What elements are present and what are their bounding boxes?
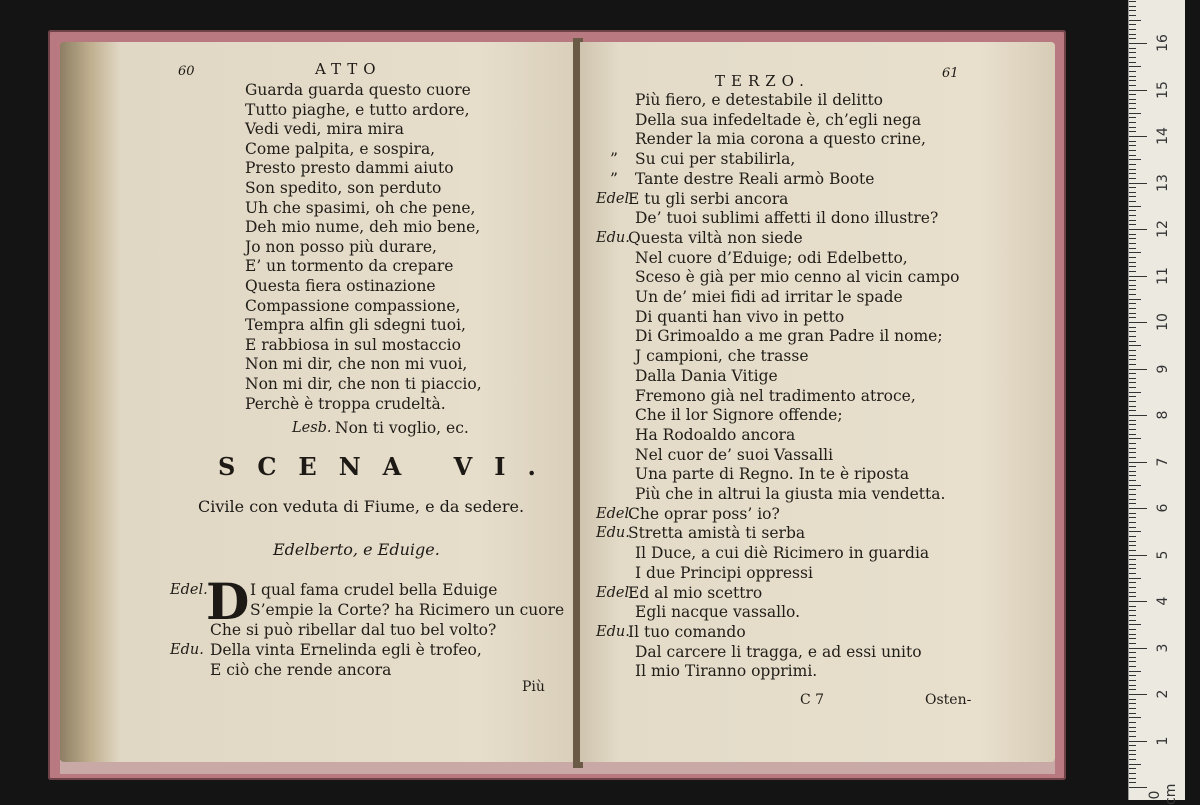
ruler-tick <box>1129 220 1136 221</box>
ruler-tick <box>1129 350 1136 351</box>
ruler-tick <box>1129 103 1136 104</box>
ruler-tick <box>1129 238 1136 239</box>
ruler-number: 12 <box>1155 220 1171 238</box>
speaker-label: Edel. <box>170 582 208 598</box>
ruler-number: 16 <box>1155 34 1171 52</box>
ruler-tick <box>1129 736 1136 737</box>
ruler-tick <box>1129 448 1136 449</box>
ruler-tick <box>1129 596 1136 597</box>
ruler-tick <box>1129 782 1136 783</box>
ruler-tick <box>1129 108 1136 109</box>
ruler-tick <box>1129 289 1136 290</box>
ruler-tick <box>1129 322 1147 323</box>
dialogue-line: Dal carcere li tragga, e ad essi unito <box>635 642 922 661</box>
dialogue-line: Egli nacque vassallo. <box>635 603 801 622</box>
ruler-tick <box>1129 606 1136 607</box>
ruler-tick <box>1129 187 1136 188</box>
ruler-tick <box>1129 429 1136 430</box>
ruler-tick <box>1129 122 1136 123</box>
ruler-tick <box>1129 355 1136 356</box>
ruler-tick <box>1129 210 1136 211</box>
ruler-tick <box>1129 443 1136 444</box>
ruler-tick <box>1129 113 1141 114</box>
verse-line: Questa fiera ostinazione <box>245 277 436 295</box>
dialogue-line: Più fiero, e detestabile il delitto <box>635 91 883 109</box>
ruler-tick <box>1129 555 1147 556</box>
ruler-tick <box>1129 768 1136 769</box>
ruler-tick <box>1129 694 1147 695</box>
ruler-tick <box>1129 722 1136 723</box>
ruler-tick <box>1129 94 1136 95</box>
ruler-tick <box>1129 215 1136 216</box>
dialogue-line: E ciò che rende ancora <box>210 661 392 679</box>
ruler-tick <box>1129 415 1147 416</box>
ruler-tick <box>1129 680 1136 681</box>
ruler-tick <box>1129 536 1136 537</box>
ruler-tick <box>1129 341 1136 342</box>
ruler-number: 9 <box>1155 364 1171 373</box>
verse-line: Uh che spasimi, oh che pene, <box>245 198 476 217</box>
ruler-tick <box>1129 66 1141 67</box>
ruler-tick <box>1129 457 1136 458</box>
ruler-tick <box>1129 703 1136 704</box>
ruler-tick <box>1129 396 1136 397</box>
ruler-tick <box>1129 727 1136 728</box>
ruler-tick <box>1129 634 1136 635</box>
dialogue-line: Questa viltà non siede <box>628 228 803 247</box>
ruler-tick <box>1129 582 1136 583</box>
ruler-tick <box>1129 48 1136 49</box>
dialogue-line: Che oprar poss’ io? <box>628 504 780 523</box>
ruler-tick <box>1129 6 1136 7</box>
ruler-tick <box>1129 183 1147 184</box>
ruler-tick <box>1129 164 1136 165</box>
scene-title: SCENA VI. <box>218 452 558 481</box>
ruler-tick <box>1129 671 1141 672</box>
ruler-number: 7 <box>1155 457 1171 466</box>
ruler-tick <box>1129 248 1136 249</box>
ruler-tick <box>1129 38 1136 39</box>
refrain-text: Non ti voglio, ec. <box>335 419 469 437</box>
ruler-tick <box>1129 759 1136 760</box>
drop-cap: D <box>206 572 250 631</box>
ruler-tick <box>1129 615 1136 616</box>
ruler-tick <box>1129 303 1136 304</box>
ruler-tick <box>1129 550 1136 551</box>
ruler-number: 0 cm <box>1147 783 1179 805</box>
ruler-tick <box>1129 141 1136 142</box>
ruler-tick <box>1129 452 1136 453</box>
ruler-tick <box>1129 206 1141 207</box>
ruler-tick <box>1129 136 1147 137</box>
speaker-label: Edu. <box>596 229 630 246</box>
page-number: 61 <box>942 66 959 81</box>
ruler-tick <box>1129 731 1136 732</box>
ruler-tick <box>1129 196 1136 197</box>
ruler-number: 4 <box>1155 596 1171 606</box>
ruler-tick <box>1129 708 1136 709</box>
verse-line: Perchè è troppa crudeltà. <box>245 394 446 413</box>
dialogue-line: Ha Rodoaldo ancora <box>635 425 796 444</box>
ruler-tick <box>1129 10 1136 11</box>
ruler-number: 10 <box>1155 313 1171 331</box>
ruler-tick <box>1129 29 1136 30</box>
ruler-tick <box>1129 499 1136 500</box>
verse-line: Presto presto dammi aiuto <box>245 159 454 178</box>
ruler-tick <box>1129 224 1136 225</box>
verse-line: Jo non posso più durare, <box>245 237 437 256</box>
ruler-tick <box>1129 229 1147 230</box>
ruler-tick <box>1129 648 1147 649</box>
ruler-tick <box>1129 252 1141 253</box>
dialogue-line: Render la mia corona a questo crine, <box>635 130 926 149</box>
ruler-tick <box>1129 317 1136 318</box>
verse-line: Guarda guarda questo cuore <box>245 81 471 99</box>
dialogue-line: Tante destre Reali armò Boote <box>635 169 875 188</box>
ruler-tick <box>1129 62 1136 63</box>
dialogue-line: Ed al mio scettro <box>628 583 763 602</box>
ruler-tick <box>1129 257 1136 258</box>
ruler-tick <box>1129 234 1136 235</box>
ruler-tick <box>1129 587 1136 588</box>
dialogue-line: Il tuo comando <box>628 622 746 641</box>
ruler-tick <box>1129 364 1136 365</box>
ruler-tick <box>1129 392 1141 393</box>
ruler-tick <box>1129 568 1136 569</box>
ruler-number: 3 <box>1155 643 1171 652</box>
dialogue-line: Di Grimoaldo a me gran Padre il nome; <box>635 327 943 346</box>
ruler-number: 5 <box>1155 550 1171 559</box>
ruler-tick <box>1129 787 1147 788</box>
ruler-tick <box>1129 327 1136 328</box>
ruler-number: 15 <box>1155 80 1171 99</box>
ruler-tick <box>1129 475 1136 476</box>
ruler-tick <box>1129 382 1136 383</box>
verse-line: Non mi dir, che non ti piaccio, <box>245 375 482 393</box>
refrain-speaker: Lesb. <box>292 420 332 436</box>
dialogue-line: I qual fama crudel bella Eduige <box>250 581 498 599</box>
ruler-tick <box>1129 643 1136 644</box>
ruler-tick <box>1129 80 1136 81</box>
speaker-label: Edu. <box>170 642 204 658</box>
ruler-tick <box>1129 685 1136 686</box>
ruler-tick <box>1129 471 1136 472</box>
ruler-tick <box>1129 145 1136 146</box>
dialogue-line: Dalla Dania Vitige <box>635 366 778 385</box>
page-edges <box>60 760 1055 774</box>
ruler-tick <box>1129 522 1136 523</box>
dialogue-line: I due Principi oppressi <box>635 563 813 582</box>
ruler-tick <box>1129 406 1136 407</box>
ruler-tick <box>1129 508 1147 509</box>
ruler-tick <box>1129 155 1136 156</box>
ruler-number: 1 <box>1155 736 1171 745</box>
measuring-ruler <box>1128 0 1185 805</box>
dialogue-line: E tu gli serbi ancora <box>628 189 789 208</box>
ruler-tick <box>1129 773 1136 774</box>
dialogue-line: Su cui per stabilirla, <box>635 150 796 169</box>
ruler-tick <box>1129 85 1136 86</box>
ruler-number: 11 <box>1155 266 1171 285</box>
ruler-tick <box>1129 517 1136 518</box>
ruler-number: 6 <box>1155 503 1171 513</box>
verse-line: Tutto piaghe, e tutto ardore, <box>245 100 470 119</box>
ruler-tick <box>1129 689 1136 690</box>
ruler-tick <box>1129 745 1136 746</box>
signature-mark: C 7 <box>800 692 825 708</box>
ruler-tick <box>1129 573 1136 574</box>
ruler-number: 14 <box>1155 127 1171 145</box>
ruler-tick <box>1129 592 1136 593</box>
ruler-tick <box>1129 531 1141 532</box>
ruler-tick <box>1129 76 1136 77</box>
right-page <box>580 42 1055 762</box>
verse-line: E rabbiosa in sul mostaccio <box>245 335 461 354</box>
ruler-tick <box>1129 313 1136 314</box>
dialogue-line: Della sua infedeltade è, ch’egli nega <box>635 110 922 129</box>
ruler-tick <box>1129 336 1136 337</box>
page-number: 60 <box>178 64 195 79</box>
ruler-tick <box>1129 657 1136 658</box>
ruler-tick <box>1129 131 1136 132</box>
ruler-tick <box>1129 410 1136 411</box>
dialogue-line: De’ tuoi sublimi affetti il dono illustre? <box>635 209 939 228</box>
ruler-tick <box>1129 513 1136 514</box>
ruler-tick <box>1129 629 1136 630</box>
speaker-label: Edel <box>596 190 630 207</box>
ruler-tick <box>1129 527 1136 528</box>
ruler-tick <box>1129 34 1136 35</box>
ruler-number: 8 <box>1155 410 1171 420</box>
ruler-tick <box>1129 601 1147 602</box>
ruler-tick <box>1129 359 1136 360</box>
dialogue-line: Nel cuore d’Eduige; odi Edelbetto, <box>635 248 908 267</box>
ruler-tick <box>1129 438 1141 439</box>
quotation-mark: ” <box>610 150 618 169</box>
ruler-tick <box>1129 299 1141 300</box>
ruler-tick <box>1129 387 1136 388</box>
ruler-tick <box>1129 620 1136 621</box>
verse-line: Non mi dir, che non mi vuoi, <box>245 355 468 374</box>
ruler-tick <box>1129 503 1136 504</box>
ruler-tick <box>1129 345 1141 346</box>
ruler-tick <box>1129 262 1136 263</box>
ruler-tick <box>1129 578 1141 579</box>
ruler-tick <box>1129 610 1136 611</box>
ruler-tick <box>1129 178 1136 179</box>
ruler-tick <box>1129 276 1147 277</box>
catchword: Più <box>522 679 545 695</box>
ruler-tick <box>1129 43 1147 44</box>
ruler-tick <box>1129 117 1136 118</box>
ruler-tick <box>1129 420 1136 421</box>
quotation-mark: ” <box>610 169 618 188</box>
ruler-tick <box>1129 764 1141 765</box>
dialogue-line: Più che in altrui la giusta mia vendetta. <box>635 485 946 503</box>
running-head: ATTO <box>315 60 382 78</box>
ruler-tick <box>1129 480 1136 481</box>
left-page <box>60 42 575 762</box>
ruler-tick <box>1129 559 1136 560</box>
ruler-tick <box>1129 201 1136 202</box>
verse-line: Compassione compassione, <box>245 296 461 315</box>
verse-line: E’ un tormento da crepare <box>245 257 454 276</box>
ruler-tick <box>1129 489 1136 490</box>
dialogue-line: Che si può ribellar dal tuo bel volto? <box>210 621 497 639</box>
dialogue-line: Di quanti han vivo in petto <box>635 307 845 326</box>
ruler-tick <box>1129 541 1136 542</box>
ruler-tick <box>1129 71 1136 72</box>
ruler-tick <box>1129 20 1141 21</box>
ruler-tick <box>1129 99 1136 100</box>
verse-line: Tempra alfin gli sdegni tuoi, <box>245 316 466 335</box>
ruler-tick <box>1129 24 1136 25</box>
ruler-tick <box>1129 424 1136 425</box>
ruler-tick <box>1129 754 1136 755</box>
speaker-label: Edel. <box>596 584 634 601</box>
ruler-tick <box>1129 266 1136 267</box>
ruler-tick <box>1129 127 1136 128</box>
ruler-tick <box>1129 169 1136 170</box>
dialogue-line: Della vinta Ernelinda egli è trofeo, <box>210 641 482 659</box>
ruler-tick <box>1129 750 1136 751</box>
ruler-tick <box>1129 466 1136 467</box>
verse-line: Deh mio nume, deh mio bene, <box>245 218 481 237</box>
dialogue-line: J campioni, che trasse <box>635 347 809 366</box>
ruler-tick <box>1129 401 1136 402</box>
ruler-tick <box>1129 271 1136 272</box>
ruler-tick <box>1129 308 1136 309</box>
dialogue-line: Nel cuor de’ suoi Vassalli <box>635 445 834 464</box>
ruler-tick <box>1129 652 1136 653</box>
ruler-tick <box>1129 638 1136 639</box>
speaker-label: Edu. <box>596 525 630 542</box>
ruler-tick <box>1129 661 1136 662</box>
verse-line: Come palpita, e sospira, <box>245 139 436 158</box>
speaker-label: Edu. <box>596 623 630 640</box>
ruler-tick <box>1129 280 1136 281</box>
dialogue-line: Una parte di Regno. In te è riposta <box>635 465 910 484</box>
ruler-tick <box>1129 434 1136 435</box>
ruler-tick <box>1129 1 1136 2</box>
ruler-tick <box>1129 713 1136 714</box>
ruler-tick <box>1129 369 1147 370</box>
dialogue-line: Un de’ miei fidi ad irritar le spade <box>635 288 903 306</box>
dialogue-line: Stretta amistà ti serba <box>628 524 806 543</box>
ruler-tick <box>1129 675 1136 676</box>
dialogue-line: Sceso è già per mio cenno al vicin campo <box>635 268 960 287</box>
ruler-tick <box>1129 173 1136 174</box>
ruler-number: 13 <box>1155 173 1171 192</box>
ruler-tick <box>1129 57 1136 58</box>
dialogue-line: Fremono già nel tradimento atroce, <box>635 386 916 405</box>
ruler-tick <box>1129 717 1141 718</box>
ruler-tick <box>1129 15 1136 16</box>
ruler-tick <box>1129 741 1147 742</box>
ruler-tick <box>1129 192 1136 193</box>
ruler-tick <box>1129 159 1141 160</box>
ruler-tick <box>1129 294 1136 295</box>
ruler-tick <box>1129 778 1136 779</box>
ruler-tick <box>1129 699 1136 700</box>
ruler-tick <box>1129 378 1136 379</box>
ruler-tick <box>1129 666 1136 667</box>
dialogue-line: Il Duce, a cui diè Ricimero in guardia <box>635 544 930 563</box>
ruler-tick <box>1129 494 1136 495</box>
verse-line: Vedi vedi, mira mira <box>245 120 404 139</box>
ruler-tick <box>1129 485 1141 486</box>
ruler-tick <box>1129 285 1136 286</box>
dialogue-line: Il mio Tiranno opprimi. <box>635 662 818 681</box>
dialogue-line: S’empie la Corte? ha Ricimero un cuore <box>250 601 565 619</box>
ruler-tick <box>1129 52 1136 53</box>
ruler-tick <box>1129 331 1136 332</box>
speaker-label: Edel. <box>596 505 634 522</box>
ruler-tick <box>1129 545 1136 546</box>
verse-line: Son spedito, son perduto <box>245 179 442 197</box>
running-head: TERZO. <box>715 72 810 90</box>
ruler-tick <box>1129 462 1147 463</box>
scene-characters: Edelberto, e Eduige. <box>273 540 440 559</box>
catchword: Osten- <box>925 692 972 708</box>
scene-setting: Civile con veduta di Fiume, e da sedere. <box>198 497 525 516</box>
ruler-number: 2 <box>1155 689 1171 699</box>
ruler-tick <box>1129 90 1147 91</box>
ruler-tick <box>1129 373 1136 374</box>
dialogue-line: Che il lor Signore offende; <box>635 406 843 425</box>
ruler-tick <box>1129 150 1136 151</box>
ruler-tick <box>1129 564 1136 565</box>
ruler-tick <box>1129 624 1141 625</box>
ruler-tick <box>1129 243 1136 244</box>
